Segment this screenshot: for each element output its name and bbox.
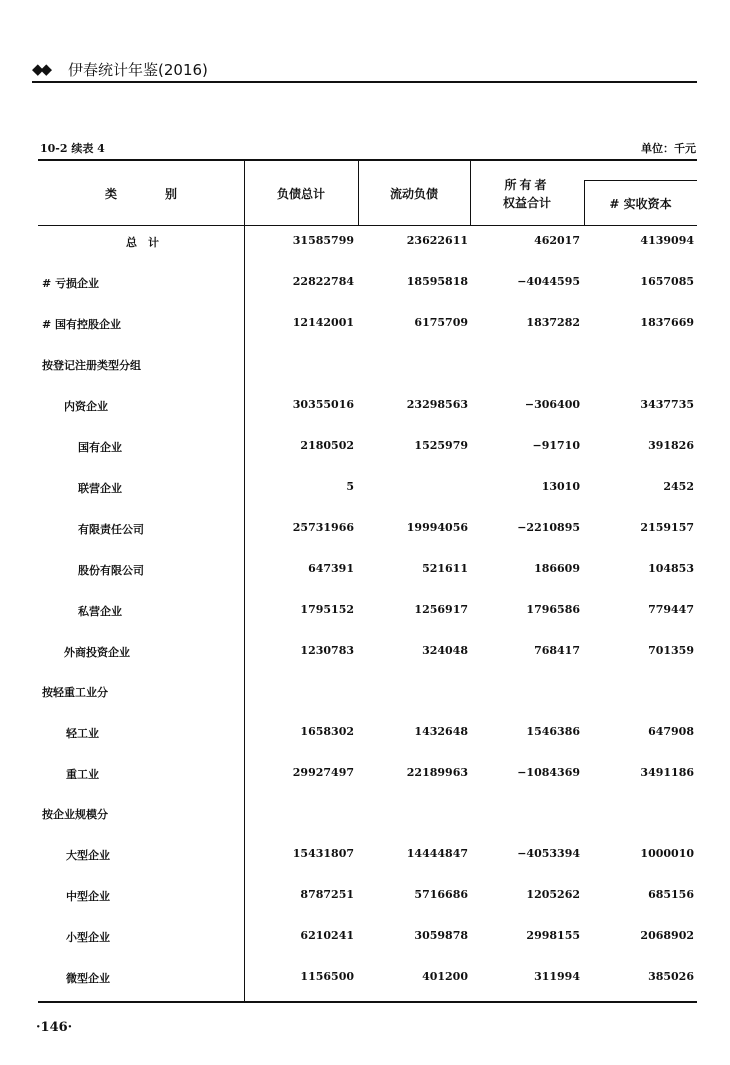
cell-paid-in-capital: 701359	[648, 644, 694, 657]
table-row	[0, 806, 730, 826]
table-bottom-rule	[38, 1001, 697, 1003]
row-label: # 亏损企业	[42, 277, 100, 290]
cell-owners-equity: −91710	[532, 439, 580, 452]
header-owners-equity-line2: 权益合计	[502, 196, 551, 210]
cell-total-liabilities: 2180502	[300, 439, 354, 452]
cell-current-liabilities: 23298563	[406, 398, 468, 411]
row-label: 中型企业	[66, 890, 110, 903]
cell-owners-equity: 186609	[534, 562, 580, 575]
cell-current-liabilities: 1256917	[414, 603, 468, 616]
book-title: 伊春统计年鉴(2016)	[68, 61, 208, 79]
cell-current-liabilities: 6175709	[414, 316, 468, 329]
cell-paid-in-capital: 391826	[648, 439, 694, 452]
cell-total-liabilities: 30355016	[292, 398, 354, 411]
table-header-rule	[38, 225, 697, 226]
row-label: 轻工业	[66, 727, 99, 740]
cell-total-liabilities: 22822784	[292, 275, 354, 288]
table-row	[0, 603, 730, 623]
row-label: 外商投资企业	[64, 646, 130, 659]
row-label: 国有企业	[78, 441, 122, 454]
cell-paid-in-capital: 2068902	[640, 929, 694, 942]
cell-owners-equity: 13010	[541, 480, 580, 493]
cell-owners-equity: 768417	[534, 644, 580, 657]
table-row	[0, 847, 730, 867]
cell-owners-equity: −4044595	[517, 275, 580, 288]
table-row	[0, 562, 730, 582]
table-row	[0, 725, 730, 745]
row-label: 有限责任公司	[78, 523, 144, 536]
cell-current-liabilities: 5716686	[414, 888, 468, 901]
header-rule	[32, 81, 697, 83]
table-row	[0, 644, 730, 664]
table-row	[0, 439, 730, 459]
cell-owners-equity: 311994	[534, 970, 580, 983]
table-row	[0, 521, 730, 541]
cell-paid-in-capital: 385026	[648, 970, 694, 983]
row-label: 微型企业	[66, 972, 110, 985]
cell-current-liabilities: 22189963	[406, 766, 468, 779]
table-row	[0, 684, 730, 704]
cell-total-liabilities: 25731966	[292, 521, 354, 534]
table-row	[0, 398, 730, 418]
cell-total-liabilities: 6210241	[300, 929, 354, 942]
table-row	[0, 766, 730, 786]
cell-paid-in-capital: 1837669	[640, 316, 694, 329]
row-label: 私营企业	[78, 605, 122, 618]
cell-paid-in-capital: 647908	[648, 725, 694, 738]
cell-current-liabilities: 324048	[422, 644, 468, 657]
cell-total-liabilities: 5	[346, 480, 354, 493]
cell-paid-in-capital: 779447	[648, 603, 694, 616]
cell-owners-equity: −4053394	[517, 847, 580, 860]
cell-owners-equity: 1546386	[526, 725, 580, 738]
cell-paid-in-capital: 2159157	[640, 521, 694, 534]
cell-paid-in-capital: 685156	[648, 888, 694, 901]
row-label: 小型企业	[66, 931, 110, 944]
cell-total-liabilities: 1230783	[300, 644, 354, 657]
cell-current-liabilities: 23622611	[406, 234, 468, 247]
cell-total-liabilities: 8787251	[300, 888, 354, 901]
row-label: 按登记注册类型分组	[42, 359, 141, 372]
cell-current-liabilities: 1525979	[414, 439, 468, 452]
cell-paid-in-capital: 1657085	[640, 275, 694, 288]
cell-paid-in-capital: 2452	[663, 480, 694, 493]
row-label: 总 计	[126, 236, 159, 249]
header-diamond-icon: ◆◆	[32, 60, 50, 78]
cell-paid-in-capital: 3437735	[640, 398, 694, 411]
table-row	[0, 480, 730, 500]
cell-total-liabilities: 1795152	[300, 603, 354, 616]
unit-label: 单位：千元	[641, 142, 696, 155]
table-top-rule	[38, 159, 697, 161]
cell-current-liabilities: 401200	[422, 970, 468, 983]
row-label: # 国有控股企业	[42, 318, 122, 331]
cell-total-liabilities: 1156500	[300, 970, 354, 983]
row-label: 内资企业	[64, 400, 108, 413]
cell-current-liabilities: 1432648	[414, 725, 468, 738]
cell-current-liabilities: 18595818	[406, 275, 468, 288]
header-current-liabilities: 流动负债	[389, 187, 438, 201]
subheader-rule	[584, 180, 697, 181]
cell-current-liabilities: 14444847	[406, 847, 468, 860]
table-row	[0, 234, 730, 254]
cell-owners-equity: 1837282	[526, 316, 580, 329]
cell-owners-equity: −2210895	[517, 521, 580, 534]
row-label: 大型企业	[66, 849, 110, 862]
cell-current-liabilities: 19994056	[406, 521, 468, 534]
header-total-liabilities: 负债总计	[276, 187, 325, 201]
cell-owners-equity: 2998155	[526, 929, 580, 942]
row-label: 联营企业	[78, 482, 122, 495]
table-row	[0, 316, 730, 336]
cell-total-liabilities: 647391	[308, 562, 354, 575]
table-row	[0, 275, 730, 295]
header-paid-in-capital: # 实收资本	[609, 197, 672, 211]
table-row	[0, 888, 730, 908]
row-label: 按轻重工业分	[42, 686, 108, 699]
cell-current-liabilities: 521611	[422, 562, 468, 575]
cell-paid-in-capital: 1000010	[640, 847, 694, 860]
header-owners-equity-line1: 所有者	[504, 178, 550, 192]
table-row	[0, 357, 730, 377]
cell-paid-in-capital: 4139094	[640, 234, 694, 247]
table-label: 10-2 续表 4	[40, 142, 105, 155]
header-category: 类 别	[104, 187, 195, 201]
cell-total-liabilities: 1658302	[300, 725, 354, 738]
table-row	[0, 929, 730, 949]
row-label: 按企业规模分	[42, 808, 108, 821]
cell-paid-in-capital: 3491186	[640, 766, 694, 779]
cell-total-liabilities: 15431807	[292, 847, 354, 860]
cell-total-liabilities: 12142001	[292, 316, 354, 329]
row-label: 股份有限公司	[78, 564, 144, 577]
cell-total-liabilities: 31585799	[292, 234, 354, 247]
page-number: ·146·	[36, 1020, 73, 1035]
row-label: 重工业	[66, 768, 99, 781]
cell-owners-equity: 1796586	[526, 603, 580, 616]
cell-total-liabilities: 29927497	[292, 766, 354, 779]
cell-current-liabilities: 3059878	[414, 929, 468, 942]
cell-owners-equity: −306400	[524, 398, 580, 411]
cell-owners-equity: 462017	[534, 234, 580, 247]
cell-owners-equity: −1084369	[517, 766, 580, 779]
table-row	[0, 970, 730, 990]
cell-paid-in-capital: 104853	[648, 562, 694, 575]
cell-owners-equity: 1205262	[526, 888, 580, 901]
